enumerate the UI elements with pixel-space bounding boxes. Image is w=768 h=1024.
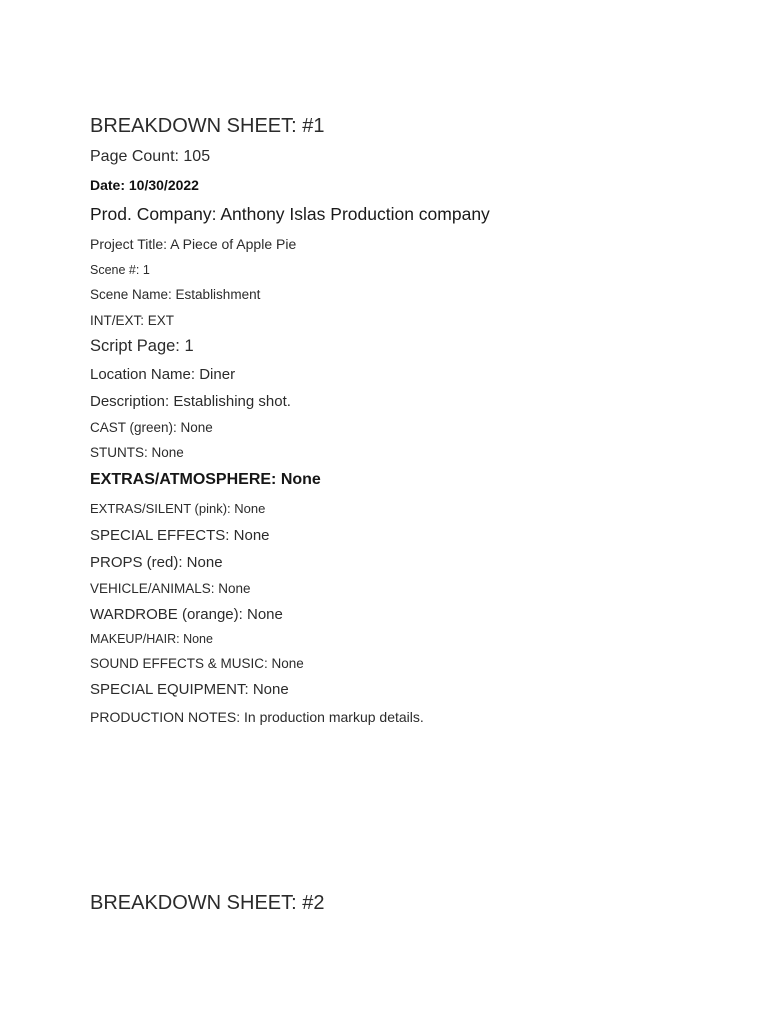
makeup-hair: MAKEUP/HAIR: None — [90, 632, 213, 646]
int-ext: INT/EXT: EXT — [90, 313, 175, 328]
prod-company: Prod. Company: Anthony Islas Production company — [90, 204, 490, 224]
scene-name: Scene Name: Establishment — [90, 287, 261, 302]
vehicle-animals: VEHICLE/ANIMALS: None — [90, 581, 251, 596]
description: Description: Establishing shot. — [90, 393, 291, 410]
special-equipment: SPECIAL EQUIPMENT: None — [90, 681, 289, 698]
project-title: Project Title: A Piece of Apple Pie — [90, 236, 297, 252]
scene-number: Scene #: 1 — [90, 263, 150, 277]
props: PROPS (red): None — [90, 554, 223, 571]
script-page: Script Page: 1 — [90, 337, 194, 355]
date-field: Date: 10/30/2022 — [90, 177, 199, 193]
special-effects: SPECIAL EFFECTS: None — [90, 527, 270, 544]
sheet-heading: BREAKDOWN SHEET: #1 — [90, 115, 325, 137]
production-notes: PRODUCTION NOTES: In production markup details. — [90, 709, 424, 725]
sheet-heading: BREAKDOWN SHEET: #2 — [90, 892, 325, 914]
extras-atmosphere: EXTRAS/ATMOSPHERE: None — [90, 471, 321, 488]
stunts: STUNTS: None — [90, 445, 184, 460]
wardrobe: WARDROBE (orange): None — [90, 606, 283, 623]
extras-silent: EXTRAS/SILENT (pink): None — [90, 501, 266, 516]
cast: CAST (green): None — [90, 420, 213, 435]
location-name: Location Name: Diner — [90, 366, 236, 383]
sound-effects-music: SOUND EFFECTS & MUSIC: None — [90, 656, 304, 671]
page-count: Page Count: 105 — [90, 148, 211, 165]
